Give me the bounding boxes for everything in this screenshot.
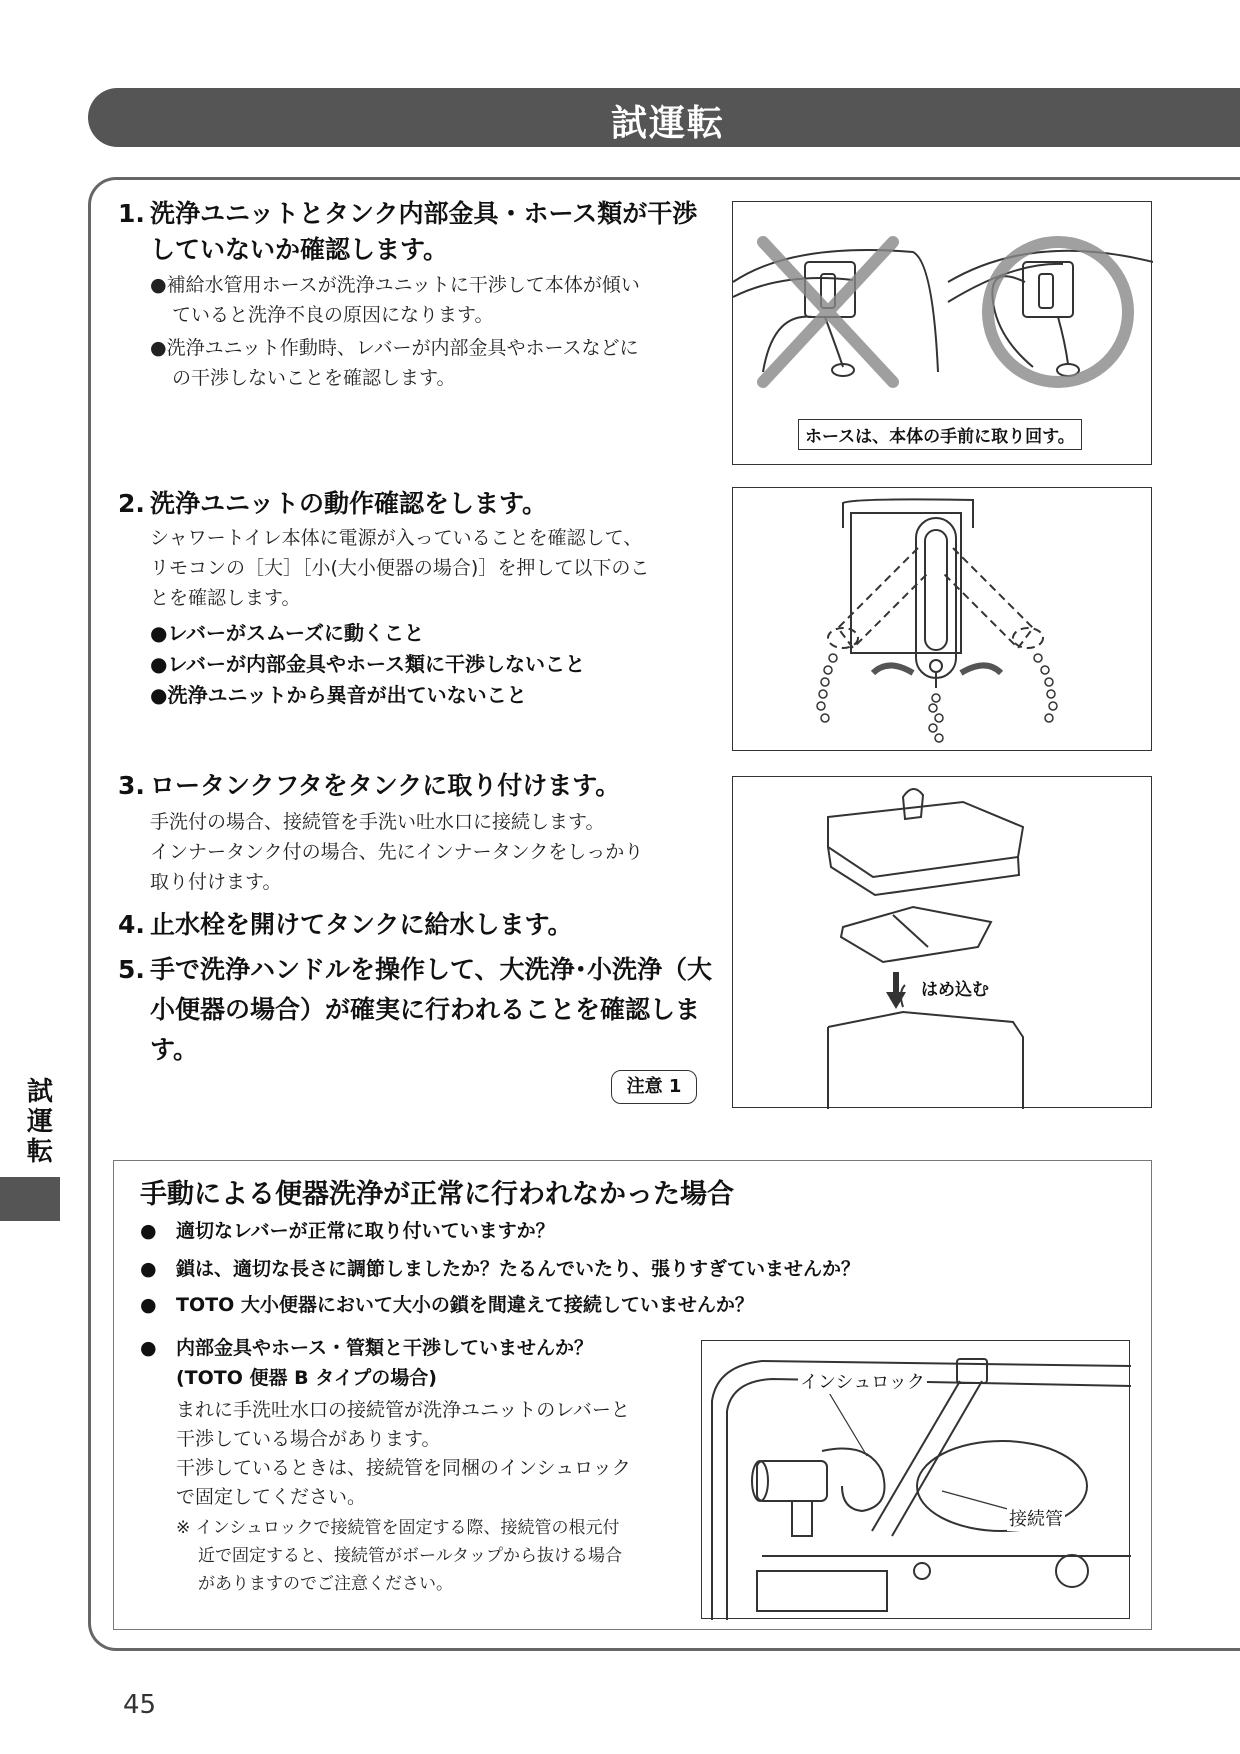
connection-pipe-label: 接続管 (1007, 1505, 1065, 1531)
figure1-caption: ホースは、本体の手前に取り回す。 (798, 419, 1082, 450)
figure-hose-routing (732, 201, 1152, 465)
troubleshoot-item3: ● TOTO 大小便器において大小の鎖を間違えて接続していませんか？ (140, 1294, 754, 1316)
troubleshoot-subheading: (TOTO 便器 B タイプの場合) (176, 1367, 437, 1389)
caution-badge: 注意 1 (611, 1070, 697, 1104)
step2-heading: 2. 洗浄ユニットの動作確認をします。 (118, 489, 548, 518)
tank-lid-illustration (733, 777, 1153, 1109)
figure-insulock (701, 1340, 1130, 1619)
step2-bullet3: ●洗浄ユニットから異音が出ていないこと (150, 683, 527, 707)
troubleshoot-item4: ● 内部金具やホース・管類と干渉していませんか？ (140, 1337, 594, 1359)
chain-icon (817, 654, 1057, 742)
side-tab-marker (0, 1177, 60, 1221)
step3-text: 手洗付の場合、接続管を手洗い吐水口に接続します。 インナータンク付の場合、先にインナータンクをしっかり 取り付けます。 (150, 811, 644, 893)
step4-heading: 4. 止水栓を開けてタンクに給水します。 (118, 910, 573, 939)
lever-motion-illustration (733, 488, 1153, 752)
step3-heading: 3. ロータンクフタをタンクに取り付けます。 (118, 771, 621, 800)
step1-bullet1: ●補給水管用ホースが洗浄ユニットに干渉して本体が傾い ていると洗浄不良の原因になります。 (150, 274, 640, 326)
figure3-label: はめ込む (921, 980, 989, 1000)
step5-heading: 5. 手で洗浄ハンドルを操作して、大洗浄･小洗浄（大 小便器の場合）が確実に行われることを確認しま す。 (118, 955, 713, 1064)
figure-tank-lid (732, 776, 1152, 1108)
troubleshoot-heading: 手動による便器洗浄が正常に行われなかった場合 (140, 1179, 734, 1210)
step2-bullet2: ●レバーが内部金具やホース類に干渉しないこと (150, 652, 586, 676)
figure-lever-motion (732, 487, 1152, 751)
page-title: 試運転 (610, 103, 725, 144)
step1-heading: 1. 洗浄ユニットとタンク内部金具・ホース類が干渉 していないか確認します。 (118, 199, 698, 264)
step2-text: シャワートイレ本体に電源が入っていることを確認して、 リモコンの［大］［小(大小便器の場合)］を押して以下のこ とを確認します。 (150, 527, 650, 609)
troubleshoot-item1: ● 適切なレバーが正常に取り付いていますか？ (140, 1220, 555, 1242)
insulock-label: インシュロック (798, 1368, 927, 1394)
step2-bullet1: ●レバーがスムーズに動くこと (150, 621, 425, 645)
troubleshoot-text: まれに手洗吐水口の接続管が洗浄ユニットのレバーと 干渉している場合があります。 干渉しているときは、接続管を同梱のインシュロック で固定してください。 (176, 1399, 631, 1508)
down-arrow-icon (886, 972, 906, 1009)
step1-bullet2: ●洗浄ユニット作動時、レバーが内部金具やホースなどに の干渉しないことを確認します。 (150, 337, 639, 389)
page-number: 45 (123, 1690, 157, 1720)
troubleshoot-note: ※ インシュロックで接続管を固定する際、接続管の根元付 近で固定すると、接続管がボールタップから抜ける場合 がありますのでご注意ください。 (176, 1518, 622, 1594)
side-tab: 試 運 転 (26, 1077, 53, 1167)
title-bar (88, 88, 1240, 147)
troubleshoot-item2: ● 鎖は、適切な長さに調節しましたか？たるんでいたり、張りすぎていませんか？ (140, 1258, 861, 1280)
